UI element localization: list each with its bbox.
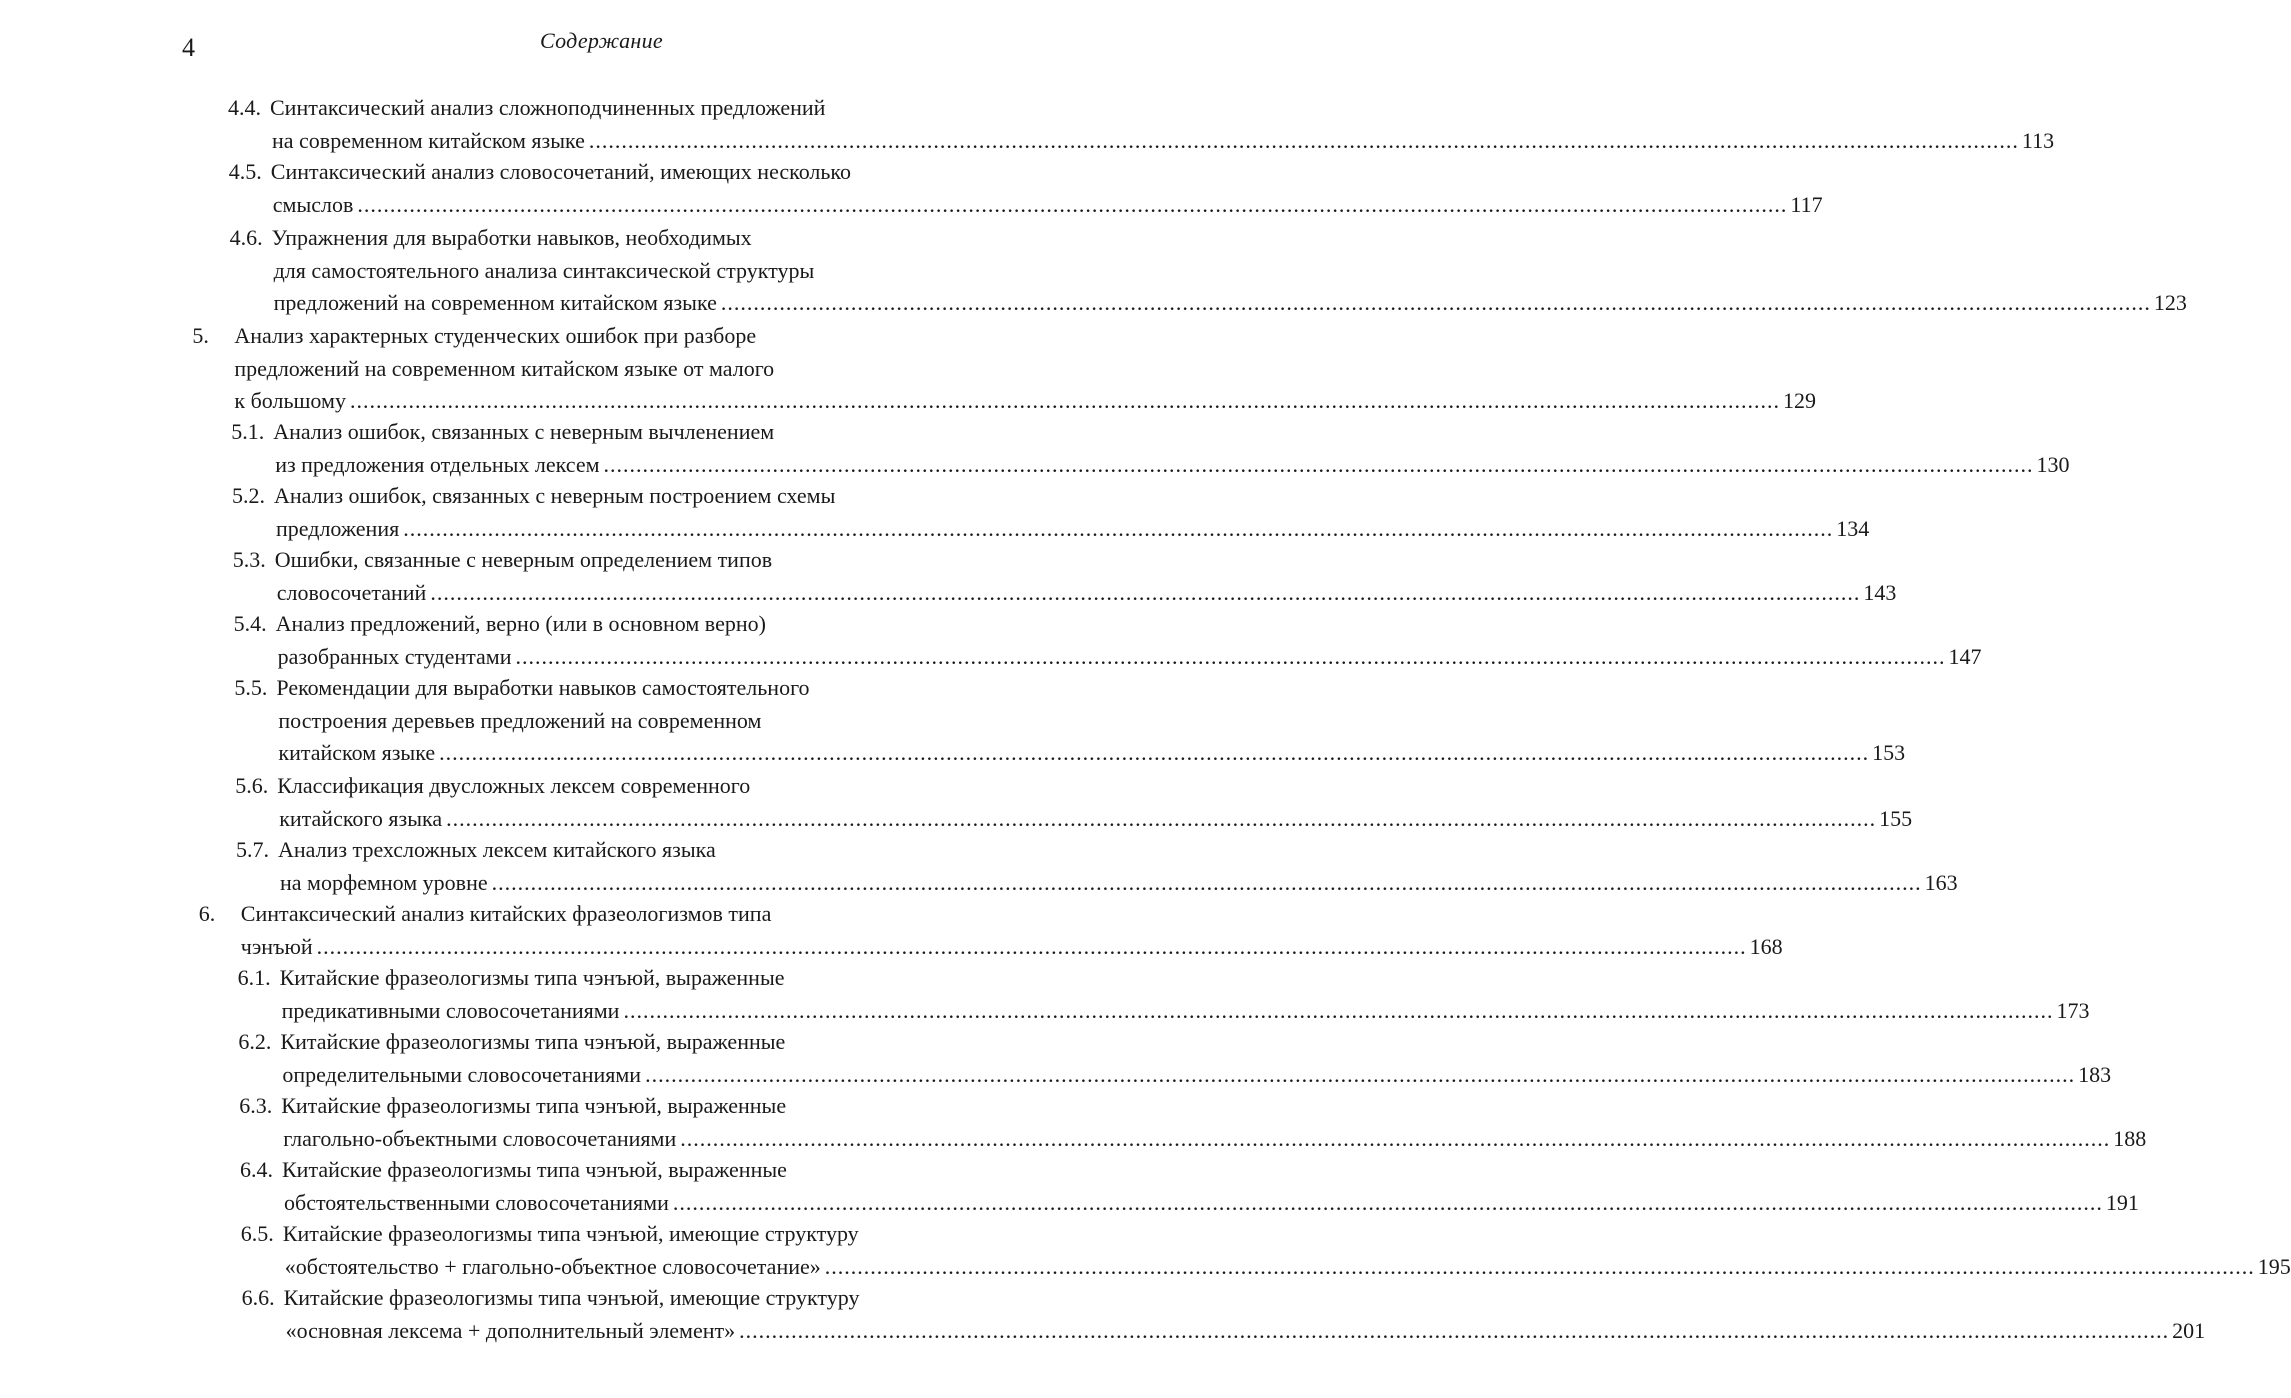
toc-entry-title: определительными словосочетаниями [282, 1061, 642, 1087]
toc-page-number: 130 [2036, 451, 2070, 477]
dot-leader: ............................................................................................................................................................................................................................ [430, 579, 1861, 605]
toc-entry-line: построения деревьев предложений на современном [278, 707, 762, 733]
toc-entry-title: на морфемном уровне [280, 869, 488, 895]
toc-entry-title: «обстоятельство + глагольно-объектное словосочетание» [284, 1253, 821, 1279]
toc-entry-title: смыслов [272, 191, 354, 217]
toc-entry-line [278, 737, 1906, 769]
toc-entry-line: Синтаксический анализ китайских фразеологизмов типа [240, 901, 772, 926]
page-number: 4 [182, 33, 195, 62]
running-title: Содержание [540, 28, 664, 53]
toc-entry-number: 5. [192, 323, 209, 348]
toc-entry-number: 5.2. [232, 483, 265, 508]
toc-entry-line [273, 287, 2187, 319]
toc-entry-number: 6.3. [239, 1093, 273, 1118]
toc-entry-line: Анализ предложений, верно (или в основном верно) [275, 611, 766, 636]
toc-entry-line [275, 449, 2070, 481]
toc-entry-number: 4.4. [228, 95, 261, 120]
toc-entry-line [284, 1187, 2139, 1219]
dot-leader: ............................................................................................................................................................................................................................ [316, 933, 1747, 959]
toc-page-number: 191 [2105, 1189, 2139, 1215]
toc-entry-title: обстоятельственными словосочетаниями [284, 1189, 669, 1215]
toc-entry-line [272, 189, 1823, 221]
toc-entry-line: Анализ ошибок, связанных с неверным вычленением [273, 419, 775, 444]
toc-entry-line [279, 803, 1913, 835]
dot-leader: ............................................................................................................................................................................................................................ [672, 1189, 2103, 1215]
dot-leader: ............................................................................................................................................................................................................................ [824, 1253, 2255, 1279]
toc-entry-title: глагольно-объектными словосочетаниями [283, 1125, 677, 1151]
toc-entry-line [276, 577, 1897, 609]
toc-page-number: 153 [1872, 740, 1906, 765]
toc-entry-line [280, 867, 1958, 899]
toc-entry-line: Китайские фразеологизмы типа чэнъюй, имеющие структуру [283, 1285, 860, 1310]
dot-leader: ............................................................................................................................................................................................................................ [491, 869, 1922, 895]
dot-leader: ............................................................................................................................................................................................................................ [739, 1317, 2170, 1343]
dot-leader: ............................................................................................................................................................................................................................ [588, 127, 2019, 153]
toc-entry-line [281, 995, 2090, 1027]
toc-entry-line [277, 641, 1982, 673]
dot-leader: ............................................................................................................................................................................................................................ [680, 1125, 2111, 1151]
toc-entry-title: на современном китайском языке [272, 127, 585, 153]
toc-page-number: 129 [1782, 388, 1816, 413]
toc-page-number: 117 [1790, 191, 1823, 217]
toc-entry-line: Синтаксический анализ словосочетаний, имеющих несколько [270, 159, 852, 184]
toc-page-number: 134 [1836, 515, 1870, 541]
dot-leader: ............................................................................................................................................................................................................................ [349, 388, 1780, 413]
toc-entry-number: 4.5. [228, 159, 262, 184]
toc-entry-line: Китайские фразеологизмы типа чэнъюй, выраженные [282, 1157, 787, 1182]
toc-entry-number: 6.2. [238, 1029, 272, 1054]
toc-entry-title: разобранных студентами [277, 643, 512, 669]
dot-leader: ............................................................................................................................................................................................................................ [603, 451, 2034, 477]
toc-entry-line [285, 1315, 2206, 1347]
toc-entry-line: Ошибки, связанные с неверным определением типов [274, 547, 773, 572]
toc-entry-line [284, 1251, 2291, 1283]
toc-entry-line: Упражнения для выработки навыков, необходимых [271, 225, 752, 250]
toc-entry-title: предикативными словосочетаниями [281, 997, 620, 1023]
toc-page-number: 201 [2172, 1317, 2206, 1343]
toc-entry-title: к большому [234, 388, 346, 413]
toc-entry-number: 6.1. [237, 965, 271, 990]
toc-entry-number: 6. [198, 901, 216, 926]
toc-page-number: 163 [1924, 869, 1958, 895]
toc-page-number: 188 [2113, 1125, 2147, 1151]
toc-entry-title: «основная лексема + дополнительный элемент» [285, 1317, 736, 1343]
toc-entry-line: Синтаксический анализ сложноподчиненных предложений [270, 95, 826, 120]
toc-entry-number: 5.3. [232, 547, 266, 572]
toc-entry-line: Классификация двусложных лексем современного [277, 773, 751, 798]
toc-entry-number: 6.4. [240, 1157, 273, 1182]
toc-entry-title: китайского языка [279, 805, 443, 831]
toc-entry-line: Китайские фразеологизмы типа чэнъюй, выраженные [281, 1093, 787, 1118]
dot-leader: ............................................................................................................................................................................................................................ [439, 740, 1870, 765]
toc-page-number: 143 [1863, 579, 1897, 605]
toc-entry-number: 5.6. [235, 773, 269, 798]
toc-entry-title: чэнъюй [240, 933, 313, 959]
toc-entry-number: 6.5. [240, 1221, 274, 1246]
toc-entry-line [240, 931, 1783, 963]
toc-entry-line [234, 385, 1816, 417]
toc-entry-line: Китайские фразеологизмы типа чэнъюй, выраженные [280, 1029, 786, 1054]
toc-entry-line [272, 125, 2055, 157]
toc-page-number: 147 [1948, 643, 1982, 669]
dot-leader: ............................................................................................................................................................................................................................ [446, 805, 1877, 831]
dot-leader: ............................................................................................................................................................................................................................ [515, 643, 1946, 669]
toc-page-number: 123 [2153, 290, 2187, 315]
toc-entry-title: из предложения отдельных лексем [275, 451, 600, 477]
toc-entry-line: Китайские фразеологизмы типа чэнъюй, имеющие структуру [282, 1221, 859, 1246]
toc-page-number: 155 [1879, 805, 1913, 831]
dot-leader: ............................................................................................................................................................................................................................ [403, 515, 1834, 541]
toc-entry-line: Китайские фразеологизмы типа чэнъюй, выраженные [279, 965, 785, 990]
toc-entry-number: 5.1. [231, 419, 265, 444]
dot-leader: ............................................................................................................................................................................................................................ [623, 997, 2054, 1023]
toc-page-number: 195 [2257, 1253, 2291, 1279]
toc-page-number: 173 [2056, 997, 2090, 1023]
toc-entry-title: предложений на современном китайском языке [273, 290, 717, 315]
toc-entry-number: 5.5. [234, 675, 268, 700]
toc-entry-number: 6.6. [241, 1285, 275, 1310]
toc-entry-line: Анализ трехсложных лексем китайского языка [278, 837, 716, 862]
toc-entry-title: предложения [276, 515, 400, 541]
toc-entry-line: Анализ ошибок, связанных с неверным построением схемы [274, 483, 836, 508]
toc-entry-line: Рекомендации для выработки навыков самостоятельного [276, 675, 810, 700]
dot-leader: ............................................................................................................................................................................................................................ [645, 1061, 2076, 1087]
toc-entry-number: 5.4. [233, 611, 267, 636]
toc-entry-number: 5.7. [236, 837, 269, 862]
toc-entry-line: Анализ характерных студенческих ошибок при разборе [234, 323, 757, 348]
toc-entry-line: для самостоятельного анализа синтаксической структуры [273, 257, 815, 283]
toc-entry-title: китайском языке [278, 740, 436, 765]
dot-leader: ............................................................................................................................................................................................................................ [357, 191, 1788, 217]
toc-page-number: 113 [2021, 127, 2055, 153]
toc-entry-line [282, 1059, 2112, 1091]
toc-entry-number: 4.6. [229, 225, 263, 250]
toc-entry-line [276, 513, 1870, 545]
toc-entry-line [283, 1123, 2147, 1155]
toc-page-number: 168 [1749, 933, 1783, 959]
toc-entry-line: предложений на современном китайском языке от малого [234, 355, 775, 381]
toc-entry-title: словосочетаний [276, 579, 427, 605]
toc-page-number: 183 [2078, 1061, 2112, 1087]
dot-leader: ............................................................................................................................................................................................................................ [720, 290, 2151, 315]
